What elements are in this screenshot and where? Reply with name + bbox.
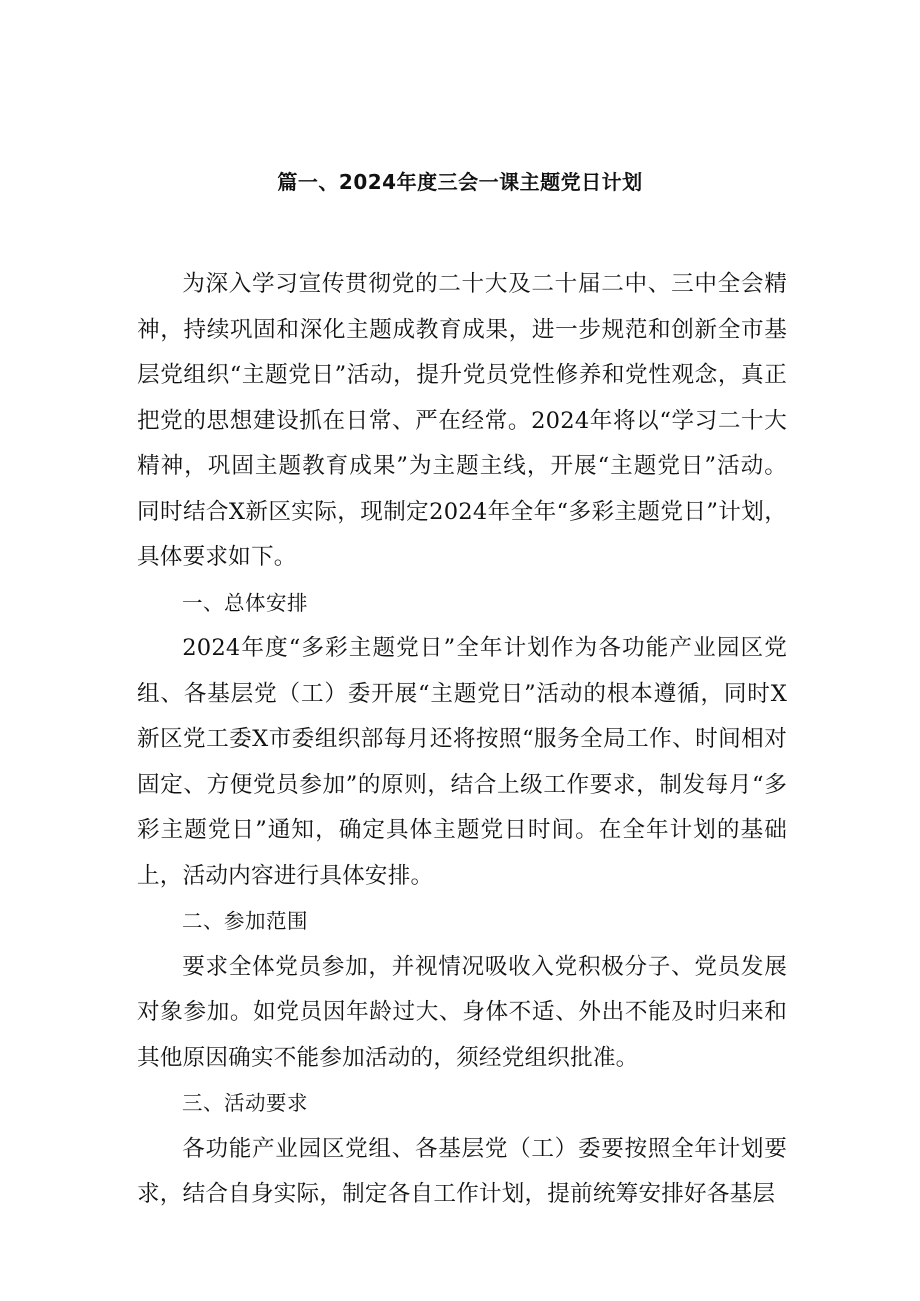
section-heading-overall-arrangement: 一、总体安排 <box>182 590 308 615</box>
section-heading-activity-requirements: 三、活动要求 <box>182 1091 308 1115</box>
intro-paragraph: 为深入学习宣传贯彻党的二十大及二十届二中、三中全会精神，持续巩固和深化主题成教育成果，进一步规范和创新全市基层党组织“主题党日”活动，提升党员党性修养和党性观念，真正把党的思想建设抓在日常、严在经常。2024年将以“学习二十大精神，巩固主题教育成果”为主题主线，开展“主题党日”活动。同时结合X新区实际，现制定2024年全年“多彩主题党日”计划，具体要求如下。 <box>137 271 787 570</box>
section-paragraph-activity-requirements: 各功能产业园区党组、各基层党（工）委要按照全年计划要求，结合自身实际，制定各自工作计划，提前统筹安排好各基层 <box>137 1135 787 1207</box>
section-heading-participation-scope: 二、参加范围 <box>182 909 308 933</box>
document-title: 篇一、2024年度三会一课主题党日计划 <box>277 170 643 194</box>
section-paragraph-participation-scope: 要求全体党员参加，并视情况吸收入党积极分子、党员发展对象参加。如党员因年龄过大、身体不适、外出不能及时归来和其他原因确实不能参加活动的，须经党组织批准。 <box>137 953 787 1071</box>
document-body <box>137 262 787 1218</box>
section-paragraph-overall-arrangement: 2024年度“多彩主题党日”全年计划作为各功能产业园区党组、各基层党（工）委开展“主题党日”活动的根本遵循，同时X新区党工委X市委组织部每月还将按照“服务全局工作、时间相对固定、方便党员参加”的原则，结合上级工作要求，制发每月“多彩主题党日”通知，确定具体主题党日时间。在全年计划的基础上，活动内容进行具体安排。 <box>137 635 787 889</box>
